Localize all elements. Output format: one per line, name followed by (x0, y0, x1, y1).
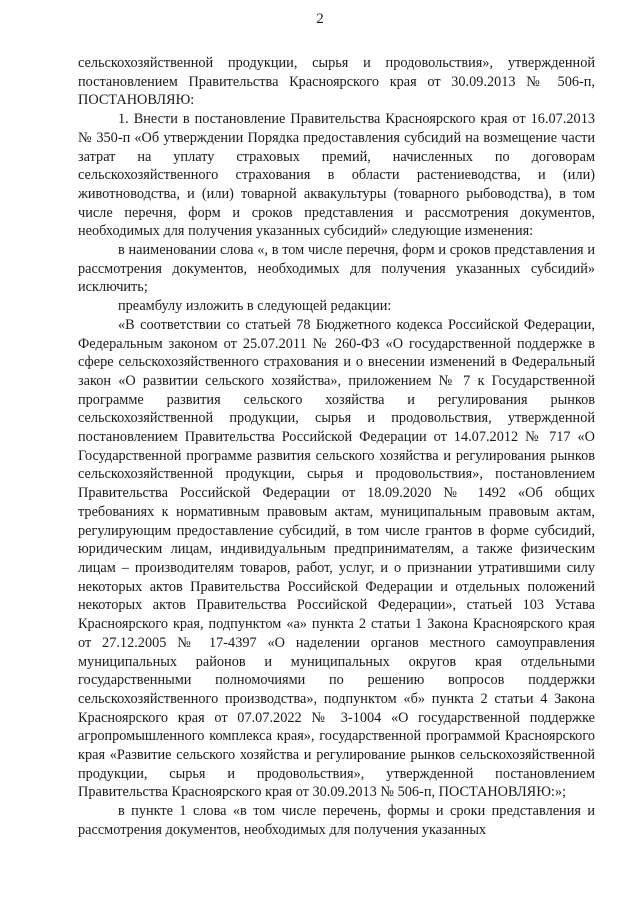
paragraph-preamble-intro: преамбулу изложить в следующей редакции: (118, 298, 392, 315)
paragraph-new-preamble: «В соответствии со статьей 78 Бюджетного кодекса Российской Федерации, Федеральным законом от 25.07.2011 № 260-ФЗ «О государственной поддержке в сфере сельскохозяйственного страхования и о внесении изменений в Федеральный закон «О развитии сельского хозяйства», приложением № 7 к Государственной программе развития сельского хозяйства и регулирования рынков сельскохозяйственной продукции, сырья и продовольствия, утвержденной постановлением Правительства Российской Федерации от 14.07.2012 № 717 «О Государственной программе развития сельского хозяйства и регулирования рынков сельскохозяйственной продукции, сырья и продовольствия», постановлением Правительства Российской Федерации от 18.09.2020 № 1492 «Об общих требованиях к нормативным правовым актам, муниципальным правовым актам, регулирующим предоставление субсидий, в том числе грантов в форме субсидий, юридическим лицам, индивидуальным предпринимателям, а также физическим лицам – производителям товаров, работ, услуг, и о признании утратившими силу некоторых актов Правительства Российской Федерации и отдельных положений некоторых актов Правительства Российской Федерации», статьей 103 Устава Красноярского края, подпунктом «а» пункта 2 статьи 1 Закона Красноярского края от 27.12.2005 № 17-4397 «О наделении органов местного самоуправления муниципальных районов и муниципальных округов края отдельными государственными полномочиями по решению вопросов поддержки сельскохозяйственного производства», подпунктом «б» пункта 2 статьи 4 Закона Красноярского края от 07.07.2022 № 3-1004 «О государственной поддержке агропромышленного комплекса края», государственной программой Красноярского края «Развитие сельского хозяйства и регулирование рынков сельскохозяйственной продукции, сырья и продовольствия», утвержденной постановлением Правительства Красноярского края от 30.09.2013 № 506-п, ПОСТАНОВЛЯЮ:»; (78, 316, 595, 801)
paragraph-point-1-change: в пункте 1 слова «в том числе перечень, формы и сроки представления и рассмотрения документов, необходимых для получения указанных (78, 803, 595, 838)
paragraph-item-1: 1. Внести в постановление Правительства Красноярского края от 16.07.2013 № 350-п «Об утверждении Порядка предоставления субсидий на возмещение части затрат на уплату страховых премий, начисленных по договорам сельскохозяйственного страхования в области растениеводства, и (или) животноводства, и (или) товарной аквакультуры (товарного рыбоводства), в том числе перечня, форм и сроков представления и рассмотрения документов, необходимых для получения указанных субсидий» следующие изменения: (78, 111, 595, 240)
document-body (78, 54, 595, 840)
paragraph-preamble-end: сельскохозяйственной продукции, сырья и продовольствия», утвержденной постановлением Правительства Красноярского края от 30.09.2013 № 506-п, ПОСТАНОВЛЯЮ: (78, 55, 595, 109)
paragraph-title-change: в наименовании слова «, в том числе перечня, форм и сроков представления и рассмотрения документов, необходимых для получения указанных субсидий» исключить; (78, 242, 595, 296)
page-number: 2 (316, 11, 324, 27)
